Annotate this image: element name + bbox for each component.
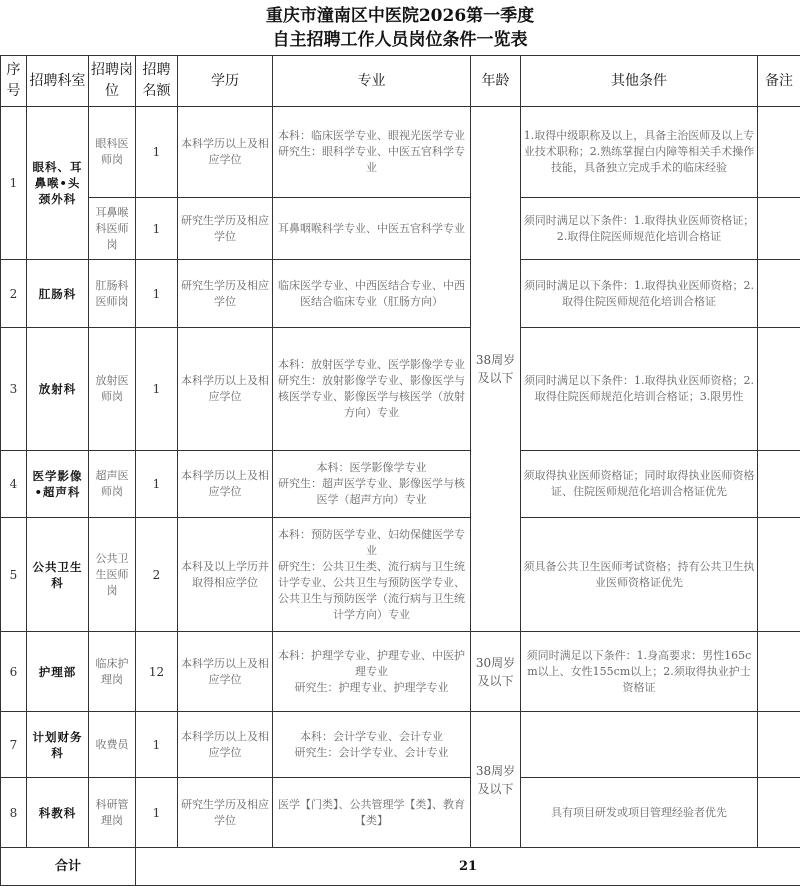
dept-cell: 科教科: [27, 778, 89, 848]
positions-table: [0, 55, 800, 886]
other-cell: 1.取得中级职称及以上，具备主治医师及以上专业技术职称；2.熟练掌握白内障等相关手术操作技能，具备独立完成手术的临床经验: [521, 107, 758, 198]
major-line: 医学【门类】、公共管理学【类】、教育【类】: [275, 797, 468, 829]
major-cell: [273, 712, 471, 778]
major-line: 耳鼻咽喉科学专业、中医五官科学专业: [275, 221, 468, 237]
major-cell: [273, 451, 471, 518]
remark-cell: [758, 198, 800, 260]
age-cell: 38周岁及以下: [471, 107, 521, 632]
major-line: 研究生：超声医学专业、影像医学与核医学（超声方向）专业: [275, 476, 468, 508]
major-line: 研究生：会计学专业、会计专业: [275, 745, 468, 761]
remark-cell: [758, 712, 800, 778]
major-line: 研究生：放射影像学专业、影像医学与核医学专业、影像医学与核医学（放射方向）专业: [275, 373, 468, 421]
header-age: 年龄: [471, 56, 521, 107]
remark-cell: [758, 328, 800, 451]
major-line: 研究生：护理专业、护理学专业: [275, 680, 468, 696]
header-remark: 备注: [758, 56, 800, 107]
dept-cell: 计划财务科: [27, 712, 89, 778]
seq-cell: 4: [1, 451, 27, 518]
edu-cell: 研究生学历及相应学位: [178, 198, 273, 260]
quota-cell: 1: [136, 451, 178, 518]
post-cell: 超声医师岗: [89, 451, 136, 518]
post-cell: 肛肠科医师岗: [89, 260, 136, 328]
table-row: [1, 107, 800, 198]
total-row: [1, 848, 800, 886]
edu-cell: 研究生学历及相应学位: [178, 260, 273, 328]
remark-cell: [758, 518, 800, 632]
other-cell: 须同时满足以下条件：1.取得执业医师资格；2.取得住院医师规范化培训合格证: [521, 260, 758, 328]
major-line: 本科：会计学专业、会计专业: [275, 729, 468, 745]
header-major: 专业: [273, 56, 471, 107]
other-cell: 具有项目研发或项目管理经验者优先: [521, 778, 758, 848]
table-row: [1, 260, 800, 328]
age-cell: 38周岁及以下: [471, 712, 521, 848]
dept-cell: 护理部: [27, 632, 89, 712]
document-title: [0, 0, 800, 55]
major-line: 研究生：公共卫生类、流行病与卫生统计学专业、公共卫生与预防医学专业、公共卫生与预防医学（流行病与卫生统计学方向）专业: [275, 559, 468, 623]
major-cell: [273, 198, 471, 260]
header-post: 招聘岗位: [89, 56, 136, 107]
post-cell: 临床护理岗: [89, 632, 136, 712]
post-cell: 公共卫生医师岗: [89, 518, 136, 632]
title-line-2: 自主招聘工作人员岗位条件一览表: [0, 28, 800, 52]
quota-cell: 12: [136, 632, 178, 712]
major-line: 本科：预防医学专业、妇幼保健医学专业: [275, 527, 468, 559]
dept-cell: 眼科、耳鼻喉•头颈外科: [27, 107, 89, 260]
major-cell: [273, 518, 471, 632]
header-edu: 学历: [178, 56, 273, 107]
remark-cell: [758, 778, 800, 848]
table-row: [1, 518, 800, 632]
major-line: 本科：放射医学专业、医学影像学专业: [275, 357, 468, 373]
other-cell: 须取得执业医师资格证；同时取得执业医师资格证、住院医师规范化培训合格证优先: [521, 451, 758, 518]
major-cell: [273, 778, 471, 848]
quota-cell: 2: [136, 518, 178, 632]
edu-cell: 本科学历以上及相应学位: [178, 107, 273, 198]
quota-cell: 1: [136, 778, 178, 848]
table-row: [1, 632, 800, 712]
post-cell: 收费员: [89, 712, 136, 778]
seq-cell: 3: [1, 328, 27, 451]
major-line: 本科：临床医学专业、眼视光医学专业: [275, 128, 468, 144]
post-cell: 放射医师岗: [89, 328, 136, 451]
table-row: [1, 712, 800, 778]
dept-cell: 肛肠科: [27, 260, 89, 328]
other-cell: [521, 712, 758, 778]
remark-cell: [758, 260, 800, 328]
seq-cell: 5: [1, 518, 27, 632]
other-cell: 须同时满足以下条件：1.取得执业医师资格；2.取得住院医师规范化培训合格证；3.限男性: [521, 328, 758, 451]
edu-cell: 本科及以上学历并取得相应学位: [178, 518, 273, 632]
table-row: [1, 778, 800, 848]
other-cell: 须具备公共卫生医师考试资格；持有公共卫生执业医师资格证优先: [521, 518, 758, 632]
edu-cell: 研究生学历及相应学位: [178, 778, 273, 848]
major-line: 临床医学专业、中西医结合专业、中西医结合临床专业（肛肠方向）: [275, 278, 468, 310]
table-row: [1, 328, 800, 451]
quota-cell: 1: [136, 198, 178, 260]
seq-cell: 8: [1, 778, 27, 848]
remark-cell: [758, 451, 800, 518]
remark-cell: [758, 107, 800, 198]
header-row: [1, 56, 800, 107]
table-row: [1, 198, 800, 260]
total-value: 21: [136, 848, 800, 886]
major-cell: [273, 632, 471, 712]
dept-cell: 放射科: [27, 328, 89, 451]
seq-cell: 1: [1, 107, 27, 260]
edu-cell: 本科学历以上及相应学位: [178, 328, 273, 451]
major-line: 本科：护理学专业、护理专业、中医护理专业: [275, 648, 468, 680]
quota-cell: 1: [136, 328, 178, 451]
major-line: 研究生：眼科学专业、中医五官科学专业: [275, 144, 468, 176]
seq-cell: 2: [1, 260, 27, 328]
major-line: 本科：医学影像学专业: [275, 460, 468, 476]
total-label: 合计: [1, 848, 136, 886]
table-row: [1, 451, 800, 518]
dept-cell: 公共卫生科: [27, 518, 89, 632]
major-cell: [273, 107, 471, 198]
remark-cell: [758, 632, 800, 712]
edu-cell: 本科学历以上及相应学位: [178, 451, 273, 518]
header-dept: 招聘科室: [27, 56, 89, 107]
quota-cell: 1: [136, 107, 178, 198]
major-cell: [273, 328, 471, 451]
other-cell: 须同时满足以下条件：1.身高要求：男性165cm以上、女性155cm以上；2.须取得执业护士资格证: [521, 632, 758, 712]
header-seq: 序号: [1, 56, 27, 107]
seq-cell: 7: [1, 712, 27, 778]
seq-cell: 6: [1, 632, 27, 712]
post-cell: 科研管理岗: [89, 778, 136, 848]
header-quota: 招聘名额: [136, 56, 178, 107]
quota-cell: 1: [136, 260, 178, 328]
post-cell: 耳鼻喉科医师岗: [89, 198, 136, 260]
edu-cell: 本科学历以上及相应学位: [178, 632, 273, 712]
quota-cell: 1: [136, 712, 178, 778]
age-cell: 30周岁及以下: [471, 632, 521, 712]
header-other: 其他条件: [521, 56, 758, 107]
post-cell: 眼科医师岗: [89, 107, 136, 198]
other-cell: 须同时满足以下条件：1.取得执业医师资格证；2.取得住院医师规范化培训合格证: [521, 198, 758, 260]
title-line-1: 重庆市潼南区中医院2026第一季度: [0, 4, 800, 28]
major-cell: [273, 260, 471, 328]
dept-cell: 医学影像•超声科: [27, 451, 89, 518]
edu-cell: 本科学历以上及相应学位: [178, 712, 273, 778]
